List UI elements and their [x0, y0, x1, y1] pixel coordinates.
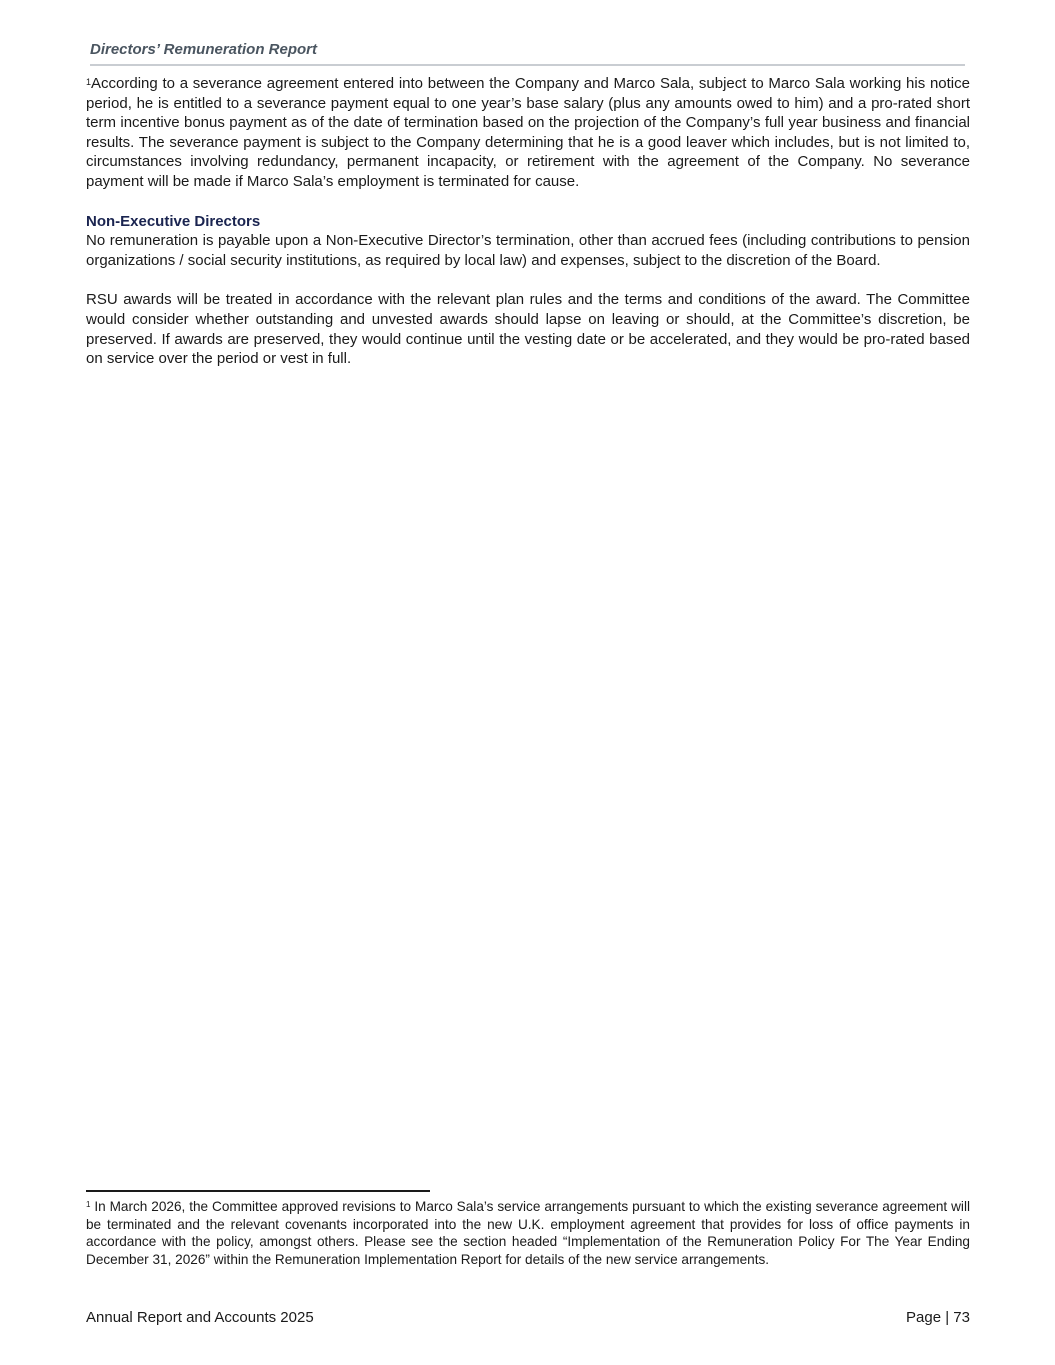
footnote	[86, 1198, 970, 1268]
non-executive-paragraph: No remuneration is payable upon a Non-Executive Director’s termination, other than accrued fees (including contributions to pension organizations / social security institutions, as required by local law) and expenses, subject to the discretion of the Board.	[86, 232, 970, 269]
main-content	[86, 74, 970, 369]
footnote-marker: 1	[86, 77, 92, 87]
rsu-paragraph: RSU awards will be treated in accordance with the relevant plan rules and the terms and conditions of the award. The Committee would consider whether outstanding and unvested awards should lapse on leaving or should, at the Committee’s discretion, be preserved. If awards are preserved, they would continue until the vesting date or be accelerated, and they would be pro-rated based on service over the period or vest in full.	[86, 291, 970, 368]
footer-report-title: Annual Report and Accounts 2025	[86, 1309, 314, 1326]
page-number: Page | 73	[906, 1309, 970, 1326]
severance-text: According to a severance agreement entered into between the Company and Marco Sala, subject to Marco Sala working his notice period, he is entitled to a severance payment equal to one year’s base salary (plus any amounts owed to him) and a pro-rated short term incentive bonus payment as of the date of termination based on the projection of the Company’s full year business and financial results. The severance payment is subject to the Company determining that he is a good leaver which includes, but is not limited to, circumstances involving redundancy, permanent incapacity, or retirement with the agreement of the Company. No severance payment will be made if Marco Sala’s employment is terminated for cause.	[86, 75, 970, 190]
footnote-separator	[86, 1190, 430, 1192]
header-title: Directors’ Remuneration Report	[90, 41, 317, 58]
footnote-text: In March 2026, the Committee approved revisions to Marco Sala’s service arrangements pursuant to which the existing severance agreement will be terminated and the relevant covenants incorporated into the new U.K. employment agreement that provides for loss of office payments in accordance with the policy, amongst others. Please see the section headed “Implementation of the Remuneration Policy For The Year Ending December 31, 2026” within the Remuneration Implementation Report for details of the new service arrangements.	[86, 1199, 970, 1267]
severance-paragraph	[86, 74, 970, 192]
page-footer	[86, 1308, 970, 1328]
footnote-number: 1	[86, 1200, 91, 1209]
running-header	[90, 40, 965, 66]
section-heading-non-executive-directors: Non-Executive Directors	[86, 212, 261, 230]
